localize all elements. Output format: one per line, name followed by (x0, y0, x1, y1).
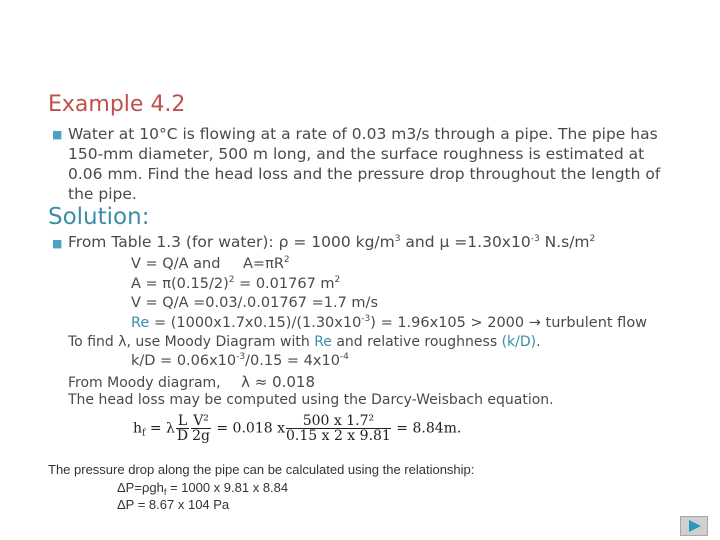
density-value: ρ = 1000 kg/m (278, 233, 395, 251)
area-calculation-line (131, 276, 340, 292)
area-definition: A=πR (243, 256, 284, 272)
area-exponent: 2 (283, 255, 290, 265)
fraction-denominator: D (176, 428, 189, 444)
bullet-icon: ■ (52, 237, 63, 250)
relative-roughness-line (131, 353, 349, 369)
roughness-exponent: -3 (236, 352, 246, 362)
roughness-result-exponent: -4 (339, 352, 349, 362)
density-exponent: 3 (394, 234, 401, 244)
problem-statement: Water at 10°C is flowing at a rate of 0.03 m3/s through a pipe. The pipe has 150-mm diameter, 500 m long, and the surface roughness is estimated at 0.06 mm. Find the head loss and the pressure drop throughout the length of the pipe. (68, 125, 661, 203)
moody-instruction: To find λ, use Moody Diagram with (68, 334, 315, 350)
pressure-substitution: = 1000 x 9.81 x 8.84 (166, 480, 289, 495)
relative-roughness-symbol: (k/D) (501, 334, 537, 350)
flow-regime: turbulent flow (540, 315, 648, 331)
relative-roughness-calc: k/D = 0.06x10 (131, 353, 237, 369)
viscosity-unit-exponent: 2 (589, 234, 596, 244)
conjunction: and (400, 233, 440, 251)
viscosity-unit: N.s/m (539, 233, 590, 251)
pressure-drop-equation (117, 480, 288, 495)
moody-result-line (68, 373, 315, 391)
arrow-right-icon: → (528, 315, 541, 331)
pressure-drop-intro: The pressure drop along the pipe can be calculated using the relationship: (48, 462, 475, 477)
formula-lambda: = λ (145, 420, 175, 437)
fraction-numerator: L (177, 413, 188, 429)
area-unit-exponent: 2 (334, 275, 341, 285)
reynolds-calculation: = (1000x1.7x0.15)/(1.30x10 (149, 315, 362, 331)
reynolds-symbol: Re (131, 315, 150, 331)
length-diameter-fraction (176, 414, 189, 443)
solution-heading: Solution: (48, 204, 150, 230)
viscosity-value: μ =1.30x10 (439, 233, 531, 251)
fraction-numerator: V² (193, 413, 209, 429)
pressure-subscript: f (163, 487, 167, 497)
area-result: = 0.01767 m (234, 276, 335, 292)
pressure-drop-result: ΔP = 8.67 x 104 Pa (117, 497, 230, 512)
moody-result-label: From Moody diagram, (68, 375, 221, 391)
reynolds-exponent: -3 (361, 314, 371, 324)
friction-factor: λ ≈ 0.018 (241, 373, 316, 391)
moody-instruction-line (68, 334, 541, 350)
pressure-formula: ΔP=ρgh (117, 480, 164, 495)
head-loss-formula (133, 414, 461, 443)
head-loss-result: = 8.84m. (391, 420, 462, 437)
area-calculation: A = π(0.15/2) (131, 276, 229, 292)
slide-title: Example 4.2 (48, 92, 186, 117)
velocity-definition: V = Q/A and (131, 256, 221, 272)
fraction-numerator: 500 x 1.7² (286, 414, 391, 429)
fraction-denominator: 2g (192, 428, 210, 444)
formula-coefficient: = 0.018 x (211, 420, 285, 437)
play-next-icon (688, 520, 702, 532)
darcy-weisbach-note: The head loss may be computed using the Darcy-Weisbach equation. (68, 392, 554, 408)
velocity-definition-line (131, 256, 290, 272)
moody-instruction-mid: and relative roughness (331, 334, 502, 350)
from-table-line (68, 233, 595, 251)
reynolds-result: ) = 1.96x105 > 2000 (370, 315, 529, 331)
area-calc-exponent: 2 (228, 275, 235, 285)
viscosity-exponent: -3 (530, 234, 540, 244)
reynolds-line (131, 315, 647, 331)
velocity-head-fraction (191, 414, 211, 443)
head-loss-subscript: f (142, 428, 146, 439)
bullet-icon: ■ (52, 128, 63, 141)
head-loss-symbol: h (133, 420, 143, 437)
next-slide-button[interactable] (680, 516, 708, 536)
fraction-denominator: 0.15 x 2 x 9.81 (285, 428, 391, 444)
period: . (536, 334, 541, 350)
from-table-prefix: From Table 1.3 (for water): (68, 233, 279, 251)
velocity-calculation: V = Q/A =0.03/.0.01767 =1.7 m/s (131, 295, 378, 311)
relative-roughness-result: /0.15 = 4x10 (245, 353, 340, 369)
numeric-fraction (286, 414, 391, 443)
reynolds-symbol: Re (314, 334, 332, 350)
